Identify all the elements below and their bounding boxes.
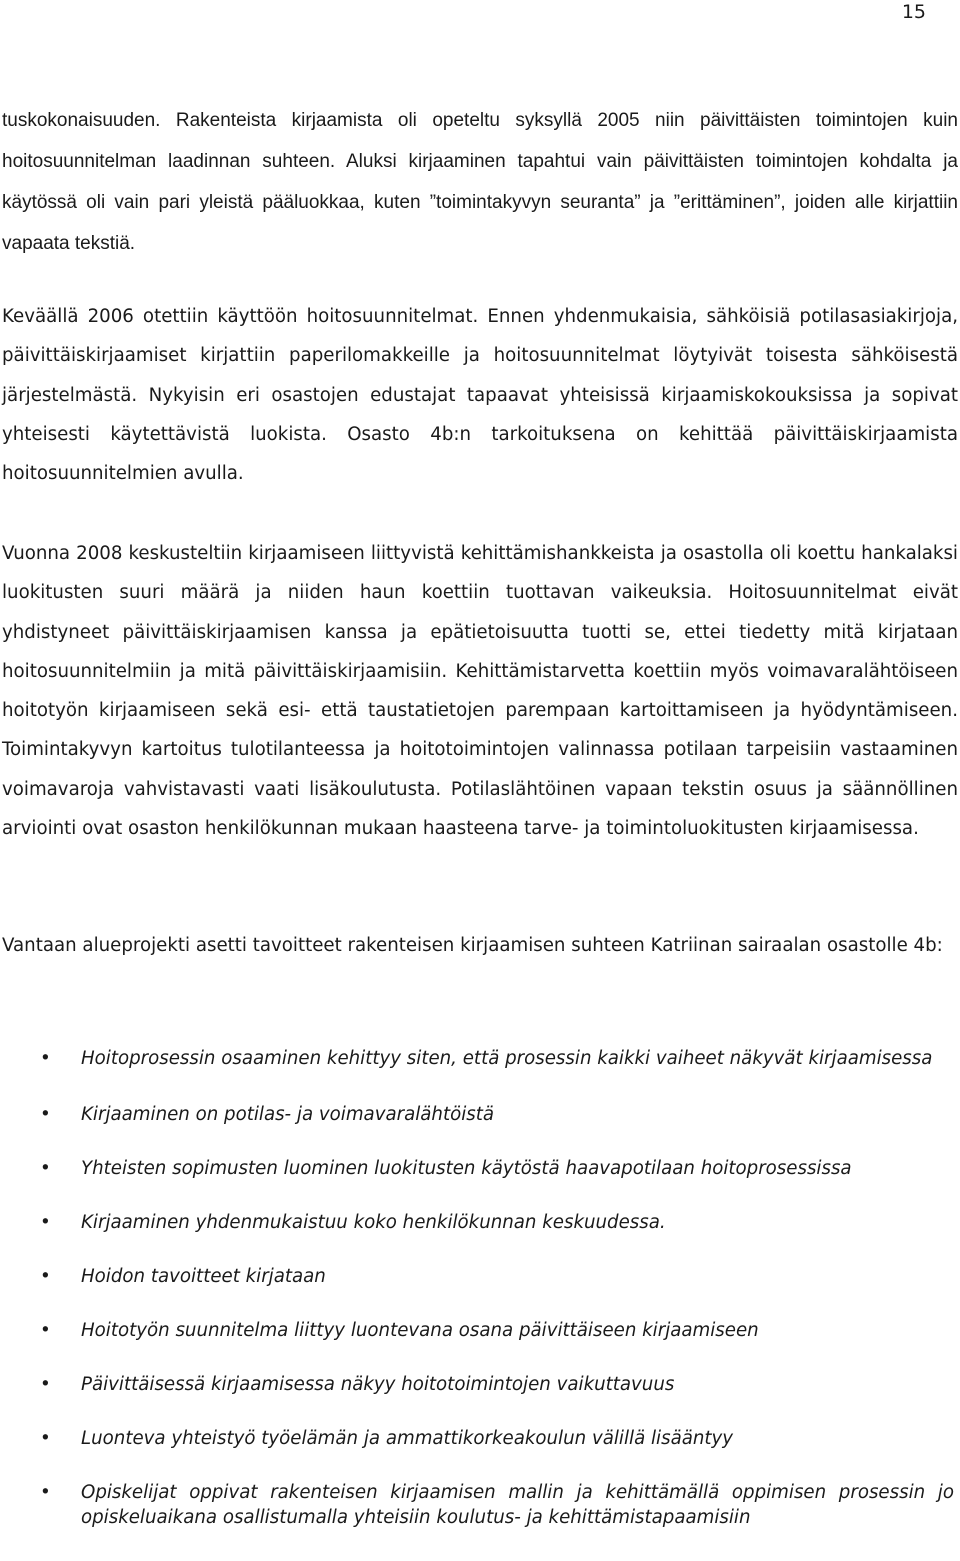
bullet-icon: • <box>40 1427 51 1449</box>
paragraph-3: Vuonna 2008 keskusteltiin kirjaamiseen liittyvistä kehittämishankkeista ja osastolla oli koettu hankalaksi luokitusten suuri määrä ja niiden haun koettiin tuottavan vaikeuksia. Hoitosuunnitelmat eivät yhdistyneet päivittäiskirjaamisen kanssa ja epätietoisuutta tuotti se, ettei tiedetty mitä kirjataan hoitosuunnitelmiin ja mitä päivittäiskirjaamisiin. Kehittämistarvetta koettiin myös voimavaralähtöiseen hoitotyön kirjaamiseen sekä esi- että taustatietojen parempaan kartoittamiseen ja hyödyntämiseen. Toimintakyvyn kartoitus tulotilanteessa ja hoitotoimintojen valinnassa potilaan tarpeisiin vastaaminen voimavaroja vahvistavasti vaati lisäkoulutusta. Potilaslähtöinen vapaan tekstin osuus ja säännöllinen arviointi ovat osaston henkilökunnan mukaan haasteena tarve- ja toimintoluokitusten kirjaamisessa. <box>2 543 958 840</box>
list-item <box>0 1372 958 1398</box>
bullet-icon: • <box>40 1048 51 1069</box>
paragraph-2: Keväällä 2006 otettiin käyttöön hoitosuunnitelmat. Ennen yhdenmukaisia, sähköisiä potilasasiakirjoja, päivittäiskirjaamiset kirjattiin paperilomakkeille ja hoitosuunnitelmat löytyivät toisesta sähköisestä järjestelmästä. Nykyisin eri osastojen edustajat tapaavat yhteisissä kirjaamiskokouksissa ja sopivat yhteisesti käytettävistä luokista. Osasto 4b:n tarkoituksena on kehittää päivittäiskirjaamista hoitosuunnitelmien avulla. <box>2 306 958 485</box>
bullet-icon: • <box>40 1157 51 1179</box>
paragraph-1: tuskokonaisuuden. Rakenteista kirjaamista oli opeteltu syksyllä 2005 niin päivittäisten toimintojen kuin hoitosuunnitelman laadinnan suhteen. Aluksi kirjaaminen tapahtui vain päivittäisten toimintojen kohdalta ja käytössä oli vain pari yleistä pääluokkaa, kuten ”toimintakyvyn seuranta” ja ”erittäminen”, joiden alle kirjattiin vapaata tekstiä. <box>2 110 958 254</box>
bullet-icon: • <box>40 1265 51 1287</box>
list-item <box>0 1102 958 1128</box>
list-item <box>0 1156 958 1182</box>
paragraph-4: Vantaan alueprojekti asetti tavoitteet rakenteisen kirjaamisen suhteen Katriinan sairaalan osastolle 4b: <box>2 935 943 956</box>
bullet-icon: • <box>40 1373 51 1395</box>
goals-list <box>0 1046 958 1559</box>
list-item <box>0 1426 958 1452</box>
list-item-text: Hoitotyön suunnitelma liittyy luontevana osana päivittäiseen kirjaamiseen <box>81 1319 759 1341</box>
list-item <box>0 1480 958 1531</box>
list-item-text: Luonteva yhteistyö työelämän ja ammattikorkeakoulun välillä lisääntyy <box>81 1427 734 1449</box>
list-item-text: Hoidon tavoitteet kirjataan <box>81 1265 326 1287</box>
page-number: 15 <box>901 1 926 23</box>
list-item-text: Kirjaaminen on potilas- ja voimavaralähtöistä <box>81 1103 495 1125</box>
bullet-icon: • <box>40 1211 51 1233</box>
bullet-icon: • <box>40 1319 51 1341</box>
list-item-text: Päivittäisessä kirjaamisessa näkyy hoitotoimintojen vaikuttavuus <box>81 1373 675 1395</box>
list-item <box>0 1046 958 1072</box>
list-item <box>0 1210 958 1236</box>
list-item-text: Hoitoprosessin osaaminen kehittyy siten, että prosessin kaikki vaiheet näkyvät kirjaamisessa <box>81 1048 933 1069</box>
list-item <box>0 1318 958 1344</box>
bullet-icon: • <box>40 1481 51 1503</box>
list-item-text: Kirjaaminen yhdenmukaistuu koko henkilökunnan keskuudessa. <box>81 1211 666 1233</box>
list-item-text: Opiskelijat oppivat rakenteisen kirjaamisen mallin ja kehittämällä oppimisen prosessin jo opiskeluaikana osallistumalla yhteisiin koulutus- ja kehittämistapaamisiin <box>81 1481 954 1528</box>
bullet-icon: • <box>40 1103 51 1125</box>
list-item-text: Yhteisten sopimusten luominen luokitusten käytöstä haavapotilaan hoitoprosessissa <box>81 1157 852 1179</box>
list-item <box>0 1264 958 1290</box>
